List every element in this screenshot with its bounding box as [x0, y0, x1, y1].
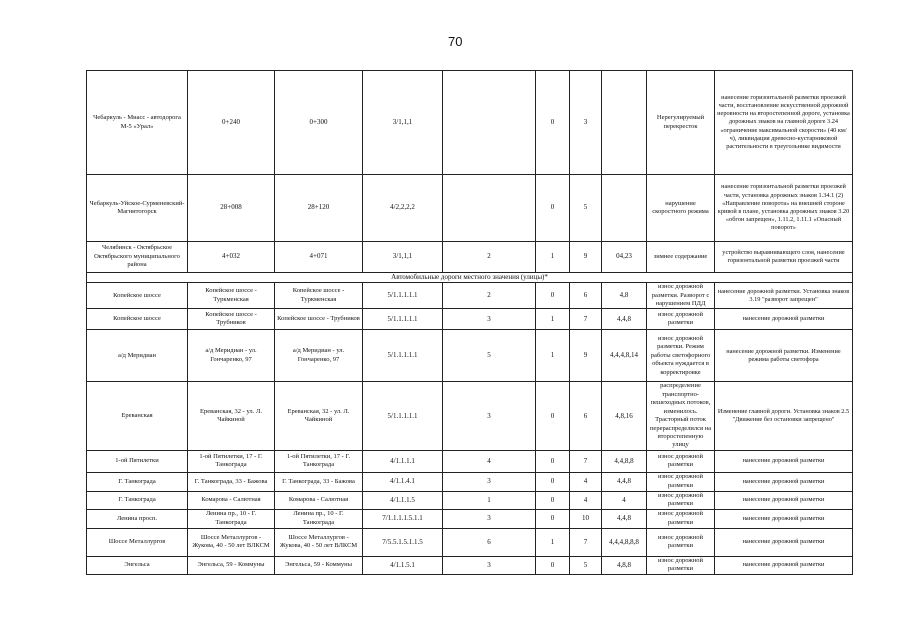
count-cell: 2 [443, 283, 536, 309]
measures-cell: нанесение дорожной разметки [715, 450, 853, 472]
start-cell: 4+032 [188, 242, 275, 273]
count-cell: 5 [443, 330, 536, 382]
count-cell: 0 [536, 382, 570, 451]
count-cell: 7 [570, 309, 602, 330]
measures-cell: нанесение дорожной разметки [715, 491, 853, 509]
code-cell: 4/1.1.4.1 [363, 472, 443, 491]
measures-cell: нанесение дорожной разметки [715, 472, 853, 491]
accident-type-cell: износ дорожной разметки [647, 509, 715, 528]
factor-codes-cell: 4,4,8 [602, 309, 647, 330]
table-row [87, 472, 853, 491]
end-cell: Копейское шоссе - Туркменская [275, 283, 363, 309]
code-cell: 3/1,1,1 [363, 242, 443, 273]
factor-codes-cell: 4,8,8 [602, 556, 647, 574]
count-cell: 10 [570, 509, 602, 528]
end-cell: а/д Меридиан - ул. Гончаренко, 97 [275, 330, 363, 382]
end-cell: Ереванская, 32 - ул. Л. Чайкиной [275, 382, 363, 451]
road-name-cell: Шоссе Металлургов [87, 528, 188, 556]
road-name-cell: Г. Танкограда [87, 472, 188, 491]
end-cell: Комарова - Салютная [275, 491, 363, 509]
measures-cell: устройство выравнивающего слоя, нанесение горизонтальной разметки проезжей части [715, 242, 853, 273]
count-cell: 7 [570, 528, 602, 556]
count-cell: 3 [443, 556, 536, 574]
road-name-cell: Копейское шоссе [87, 283, 188, 309]
count-cell: 0 [536, 175, 570, 242]
count-cell: 6 [570, 283, 602, 309]
table-row [87, 509, 853, 528]
count-cell: 6 [443, 528, 536, 556]
accident-type-cell: зимнее содержание [647, 242, 715, 273]
table-row [87, 382, 853, 451]
table-row [87, 528, 853, 556]
factor-codes-cell [602, 175, 647, 242]
start-cell: Шоссе Металлургов - Жукова, 40 - 50 лет ВЛКСМ [188, 528, 275, 556]
count-cell: 0 [536, 556, 570, 574]
measures-cell: нанесение горизонтальной разметки проезжей части, установка дорожных знаков 1.34.1 (2) «Направление поворота» на внешней стороне кривой в плане, установка дорожных знаков 3.20 «обгон запрещен», 1.11.2, 1.11.1 «Опасный поворот» [715, 175, 853, 242]
start-cell: а/д Меридиан - ул. Гончаренко, 97 [188, 330, 275, 382]
factor-codes-cell: 4,8 [602, 283, 647, 309]
count-cell: 4 [443, 450, 536, 472]
factor-codes-cell: 4,4,8,8 [602, 450, 647, 472]
start-cell: Ереванская, 32 - ул. Л. Чайкиной [188, 382, 275, 451]
factor-codes-cell: 4,8,16 [602, 382, 647, 451]
count-cell: 2 [443, 242, 536, 273]
table-row [87, 556, 853, 574]
end-cell: 1-ой Пятилетки, 17 - Г. Танкограда [275, 450, 363, 472]
code-cell: 5/1.1.1.1.1 [363, 382, 443, 451]
accident-type-cell: износ дорожной разметки [647, 450, 715, 472]
count-cell: 0 [536, 283, 570, 309]
factor-codes-cell: 4,4,4,8,8,8 [602, 528, 647, 556]
measures-cell: нанесение дорожной разметки [715, 309, 853, 330]
accident-type-cell: нарушение скоростного режима [647, 175, 715, 242]
road-name-cell: Копейское шоссе [87, 309, 188, 330]
code-cell: 7/5.5.1.5.1.1.5 [363, 528, 443, 556]
count-cell: 0 [536, 491, 570, 509]
measures-cell: нанесение дорожной разметки [715, 556, 853, 574]
measures-cell: нанесение горизонтальной разметки проезжей части, восстановление искусственной дорожной неровности на второстепенной дороге, установка дорожных знаков на главной дороге 3.24 «ограничение максимальной скорости» (40 км/ч), ликвидация древесно-кустарниковой растительности в треугольнике видимости [715, 71, 853, 175]
count-cell: 3 [443, 472, 536, 491]
end-cell: Г. Танкограда, 33 - Бажова [275, 472, 363, 491]
count-cell: 6 [570, 382, 602, 451]
count-cell: 1 [536, 528, 570, 556]
count-cell [443, 71, 536, 175]
factor-codes-cell: 4 [602, 491, 647, 509]
road-name-cell: Челябинск - Октябрьское Октябрьского муниципального района [87, 242, 188, 273]
end-cell: Ленина пр., 10 - Г. Танкограда [275, 509, 363, 528]
start-cell: Копейское шоссе - Туркменская [188, 283, 275, 309]
code-cell: 7/1.1.1.1.5.1.1 [363, 509, 443, 528]
table-row [87, 330, 853, 382]
count-cell [443, 175, 536, 242]
count-cell: 9 [570, 330, 602, 382]
accident-type-cell: износ дорожной разметки [647, 528, 715, 556]
count-cell: 1 [443, 491, 536, 509]
measures-cell: нанесение дорожной разметки. Установка знаков 3.19 "разворот запрещен" [715, 283, 853, 309]
start-cell: 1-ой Пятилетки, 17 - Г. Танкограда [188, 450, 275, 472]
count-cell: 0 [536, 509, 570, 528]
code-cell: 4/1.1.1.5 [363, 491, 443, 509]
road-name-cell: Г. Танкограда [87, 491, 188, 509]
table-row [87, 450, 853, 472]
factor-codes-cell [602, 71, 647, 175]
road-name-cell: Энгельса [87, 556, 188, 574]
table-row [87, 242, 853, 273]
page-number: 70 [448, 34, 463, 49]
code-cell: 5/1.1.1.1.1 [363, 330, 443, 382]
count-cell: 3 [570, 71, 602, 175]
accident-sites-table [86, 70, 853, 575]
count-cell: 5 [570, 556, 602, 574]
road-name-cell: 1-ой Пятилетки [87, 450, 188, 472]
end-cell: Энгельса, 59 - Коммуны [275, 556, 363, 574]
table-row [87, 283, 853, 309]
count-cell: 3 [443, 309, 536, 330]
code-cell: 5/1.1.1.1.1 [363, 309, 443, 330]
measures-cell: нанесение дорожной разметки [715, 509, 853, 528]
end-cell: Копейское шоссе - Трубников [275, 309, 363, 330]
count-cell: 0 [536, 71, 570, 175]
table-row [87, 71, 853, 175]
count-cell: 1 [536, 242, 570, 273]
start-cell: Копейское шоссе - Трубников [188, 309, 275, 330]
count-cell: 9 [570, 242, 602, 273]
factor-codes-cell: 4,4,8 [602, 509, 647, 528]
code-cell: 4/1.1.5.1 [363, 556, 443, 574]
table-row [87, 309, 853, 330]
start-cell: Ленина пр., 10 - Г. Танкограда [188, 509, 275, 528]
count-cell: 7 [570, 450, 602, 472]
accident-type-cell: износ дорожной разметки. Разворот с нарушением ПДД [647, 283, 715, 309]
measures-cell: Изменение главной дороги. Установка знаков 2.5 "Движение без остановки запрещено" [715, 382, 853, 451]
start-cell: Комарова - Салютная [188, 491, 275, 509]
accident-type-cell: износ дорожной разметки [647, 472, 715, 491]
accident-type-cell: Нерегулируемый перекресток [647, 71, 715, 175]
section-title: Автомобильные дороги местного значения (улицы)* [87, 273, 853, 283]
count-cell: 1 [536, 309, 570, 330]
end-cell: 28+120 [275, 175, 363, 242]
factor-codes-cell: 4,4,4,8,14 [602, 330, 647, 382]
count-cell: 3 [443, 509, 536, 528]
accident-type-cell: износ дорожной разметки [647, 491, 715, 509]
end-cell: 0+300 [275, 71, 363, 175]
measures-cell: нанесение дорожной разметки. Изменение режима работы светофора [715, 330, 853, 382]
end-cell: 4+071 [275, 242, 363, 273]
measures-cell: нанесение дорожной разметки [715, 528, 853, 556]
code-cell: 4/1.1.1.1 [363, 450, 443, 472]
end-cell: Шоссе Металлургов - Жукова, 40 - 50 лет ВЛКСМ [275, 528, 363, 556]
road-name-cell: Чебаркуль-Уйское-Сурменевский-Магнитогорск [87, 175, 188, 242]
count-cell: 0 [536, 450, 570, 472]
code-cell: 5/1.1.1.1.1 [363, 283, 443, 309]
count-cell: 1 [536, 330, 570, 382]
code-cell: 3/1,1,1 [363, 71, 443, 175]
count-cell: 5 [570, 175, 602, 242]
accident-type-cell: износ дорожной разметки. Режим работы светофорного объекта нуждается в корректировке [647, 330, 715, 382]
section-header-row [87, 273, 853, 283]
start-cell: 28+008 [188, 175, 275, 242]
count-cell: 4 [570, 491, 602, 509]
count-cell: 3 [443, 382, 536, 451]
table-row [87, 491, 853, 509]
count-cell: 4 [570, 472, 602, 491]
start-cell: Г. Танкограда, 33 - Бажова [188, 472, 275, 491]
table-row [87, 175, 853, 242]
road-name-cell: Ереванская [87, 382, 188, 451]
factor-codes-cell: 4,4,8 [602, 472, 647, 491]
factor-codes-cell: 04,23 [602, 242, 647, 273]
code-cell: 4/2,2,2,2 [363, 175, 443, 242]
start-cell: 0+240 [188, 71, 275, 175]
road-name-cell: Ленина просп. [87, 509, 188, 528]
road-name-cell: Чебаркуль - Миасс - автодорога М-5 «Урал» [87, 71, 188, 175]
accident-type-cell: износ дорожной разметки [647, 556, 715, 574]
accident-type-cell: износ дорожной разметки [647, 309, 715, 330]
road-name-cell: а/д Меридиан [87, 330, 188, 382]
start-cell: Энгельса, 59 - Коммуны [188, 556, 275, 574]
accident-type-cell: распределение транспортно-пешеходных потоков, изменилось. Трасторный поток перераспределился на второстепенную улицу [647, 382, 715, 451]
count-cell: 0 [536, 472, 570, 491]
